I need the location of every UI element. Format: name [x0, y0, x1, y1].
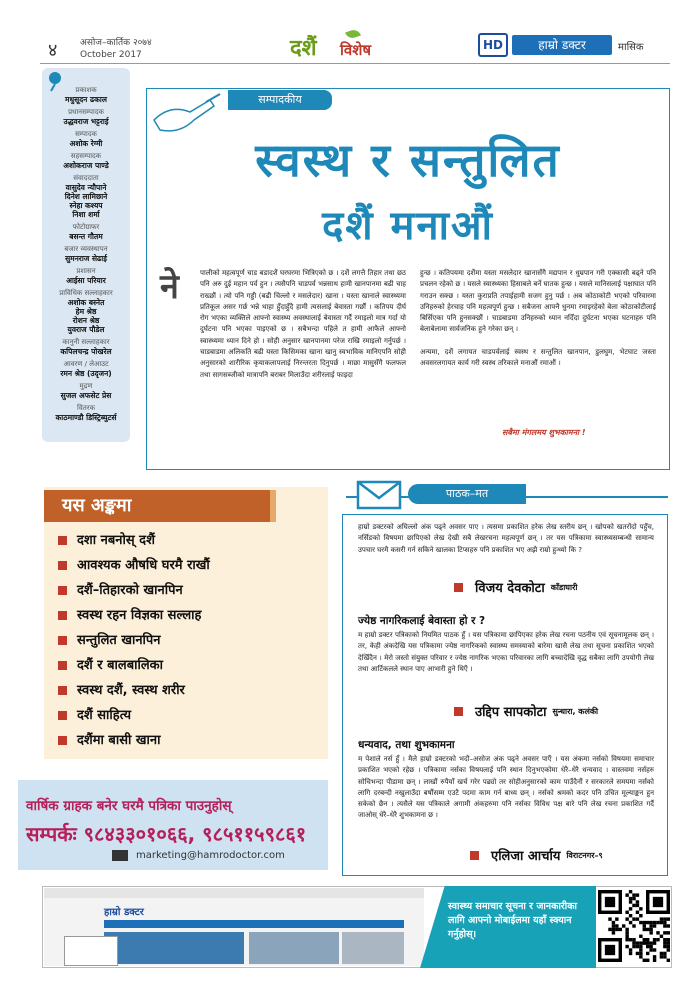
brand-logo: HD — [478, 33, 508, 57]
contents-item — [58, 553, 318, 578]
staff-role: प्राविधिक सल्लाहकार — [59, 289, 113, 297]
editorial-column-1: पालीको महत्वपूर्ण चाड बडादशैं घरघरमा भित्रिएको छ । दशैं लगत्तै तिहार तथा छठ पनि अरु दुई महान पर्व हुन । त्यसैपनि चाडपर्व भन्नसाथ हामी खानपानमा बढी चाह राख्छौं । त्यो पनि गड्डी (बढी चिल्लो र मसलेदार) खाना । यस्ता खानाले स्वास्थ्यमा प्रतिकूल असर गर्छ भन्ने थाहा हुँदाहुँदै हामी त्यसलाई बेवास्ता गर्छौं । कतिपय दीर्घ रोग भएका व्यक्तिले आफ्नो स्वास्थ्य अवस्थालाई बेवास्ता गर्दै रमाइलो मात्र गर्दा यो दुर्घटना पनि भएका पाइएको छ । सबैभन्दा पहिले त हामी आफैले आफ्नो स्वास्थ्यमा ध्यान दिने हो । सोही अनुसार खानपानमा परेज राखि रमाइलो गर्नुपर्छ । चाडबाडमा अलिकति बढी यस्ता किसिमका खाना खानु स्वभाविक मानिएपनि सोही अनुसारको शारीरिक कृयाकलापलाई निरन्तरता दिनुपर्छ । माछा मासुसँगै फलफल तथा सागसब्जीको मात्रापनि बराबर मिलाउँदा शरीरलाई फाइदा — [200, 269, 406, 379]
contents-item — [58, 528, 318, 553]
editorial-title-line1: स्वस्थ र सन्तुलित — [255, 133, 561, 187]
staff-name: काठमाण्डौ डिस्ट्रिब्युटर्स — [55, 413, 117, 422]
staff-role: संवाददाता — [73, 174, 99, 182]
staff-role: कानुनी सल्लाहकार — [62, 338, 110, 346]
letters-tab: पाठक–मत — [408, 484, 526, 504]
website-image — [249, 932, 339, 964]
contents-item-label: दशैं र बालबालिका — [77, 658, 164, 673]
signature-marker — [470, 851, 479, 860]
header-divider — [40, 63, 670, 64]
subscription-email — [112, 850, 285, 861]
issue-date-english: October 2017 — [80, 50, 142, 60]
website-logo: हाम्रो डक्टर — [104, 907, 144, 918]
dashain-word: दशैं — [290, 36, 317, 61]
bishesh-word: विशेष — [340, 41, 372, 59]
website-screenshot — [44, 888, 424, 966]
contents-item — [58, 628, 318, 653]
letter-1-place: काँडाघारी — [550, 582, 578, 592]
contents-item-label: दशैं–तिहारको खानपिन — [77, 583, 183, 598]
issue-date-nepali: असोज–कार्तिक २०७४ — [80, 38, 152, 48]
page-number: ४ — [48, 40, 58, 61]
pin-icon — [46, 70, 68, 92]
letter-3-author: एलिजा आर्चाय — [491, 849, 561, 864]
staff-name: युवराज पौडेल — [67, 325, 105, 334]
contents-item-label: आवश्यक औषधि घरमै राखौं — [77, 558, 210, 573]
qr-code-icon[interactable] — [598, 890, 670, 962]
staff-role: प्रधानसम्पादक — [68, 108, 104, 116]
staff-name: सुमनराज सेढाई — [65, 254, 107, 263]
editorial-tab: सम्पादकीय — [228, 90, 332, 110]
envelope-icon — [356, 480, 402, 510]
contents-item-label: स्वस्थ रहन विज्ञका सल्लाह — [77, 608, 202, 623]
editorial-title-line2: दशैं मनाऔं — [322, 203, 494, 249]
staff-name: बसन्त गौतम — [69, 232, 103, 241]
brand-masthead — [478, 33, 668, 57]
browser-bar — [44, 888, 424, 898]
staff-role: प्रशासन — [76, 267, 96, 275]
browser-popup — [64, 936, 118, 966]
website-image — [104, 932, 244, 964]
signature-marker — [454, 583, 463, 592]
staff-name: अशोक बस्नेत — [67, 298, 105, 307]
contents-item-label: दशैं साहित्य — [77, 708, 132, 723]
letter-2-body: म हाम्रो डक्टर पत्रिकाको नियमित पाठक हुँ । यस पत्रिकामा छापिएका हरेक लेख रचना पठनीय एवं सूचनामूलक छन् । तर, केही अंकदेखि यस पत्रिकामा ज्येष्ठ नागरिकको स्वास्थ्य समस्याको बारेमा खासै लेख तथा सूचना प्रकाशित भएको देखिँदैन । मेरो जस्तो संयुक्त परिवार र ज्येष्ठ नागरिक भएका परिवारका लागि बच्चादेखि वृद्ध सबैका लागि उपयोगी लेख तथा आर्टिकलले स्थान पाए आभारी हुने थिएँ । — [358, 631, 654, 673]
staff-name: रोशन श्रेष्ठ — [72, 316, 100, 325]
letter-3-place: विराटनगर–९ — [566, 850, 603, 860]
staff-name: सुजल अफसेट प्रेस — [60, 391, 112, 400]
bullet-icon — [58, 711, 67, 720]
staff-name: स्नेहा कश्यप — [69, 201, 103, 210]
staff-name: अशोक रेग्मी — [69, 139, 103, 148]
contents-item — [58, 703, 318, 728]
staff-role: वितरक — [77, 404, 95, 412]
letter-2-signature — [454, 702, 598, 720]
signature-marker — [454, 707, 463, 716]
contents-list — [58, 528, 318, 753]
website-nav — [104, 920, 404, 928]
brand-name: हाम्रो डक्टर — [512, 35, 612, 55]
staff-role: आवरण / लेआउट — [63, 360, 109, 368]
contents-item — [58, 653, 318, 678]
envelope-icon — [112, 850, 128, 861]
contents-heading: यस अङ्कमा — [44, 490, 270, 522]
letter-3-signature — [470, 846, 603, 864]
staff-name: अशोकराज पाण्डे — [63, 161, 109, 170]
bullet-icon — [58, 611, 67, 620]
contents-item-label: स्वस्थ दशैं, स्वस्थ शरीर — [77, 683, 185, 698]
staff-name: उद्धवराज भट्टराई — [63, 117, 109, 126]
subscription-offer: वार्षिक ग्राहक बनेर घरमै पत्रिका पाउनुहोस् — [26, 798, 232, 814]
staff-role: बजार व्यवस्थापन — [64, 245, 108, 253]
contents-item — [58, 578, 318, 603]
bullet-icon — [58, 686, 67, 695]
editorial-column-2: हुन्छ । कतिपयमा दशैंमा यस्ता मसलेदार खानासँगै मद्यपान र धुम्रपान गरी एक्कासी बढ्ने पनि प्रचलन रहेको छ । यसले स्वास्थ्यका हिसाबले बर्ने घातक हुन्छ । यसले मानिसलाई पक्षाघात पनि गराउन सक्छ । यस्ता कुराप्रति तपाईहामी सजग हुनु पर्छ । अब कोठाकोटी भएको परिवारमा उनिहरुको हेरचाह पनि महत्वपूर्ण हुन्छ । सबैजना आफ्नै धुनमा रमाइरहेको बेला कोठाकोटीलाई बिर्सिएका पनि हुनसक्छौं । चाडबाडमा उनिहरुको ध्यान नदिँदा दुर्घटना भएका घटनाहरु पनि बेलाबेलामा सार्वजनिक हुने गरेका छन् । अन्यमा, दशैं लगायत चाडपर्वलाई स्वस्थ र सन्तुलित खानपान, डुलघुम, भेटघाट जस्ता अवसरलगायत कार्य गरी स्वस्थ तरिकाले मनाऔं रमाऔं । — [420, 269, 656, 368]
staff-name: हेम श्रेष्ठ — [75, 307, 97, 316]
letter-1-author: विजय देवकोटा — [475, 581, 545, 596]
bullet-icon — [58, 661, 67, 670]
subscription-email-text: marketing@hamrodoctor.com — [136, 850, 285, 861]
bullet-icon — [58, 586, 67, 595]
staff-credits — [42, 68, 130, 442]
letter-1-body: हाम्रो डक्टरको अघिल्लो अंक पढ्ने अवसर पाए । त्यसमा प्रकाशित हरेक लेख स्तरीय छन् । खोपको खतरोंदो पहुँच, नर्सिङको विषयमा छापिएको लेख देखी सबै लेखरचना महत्वपूर्ण छन् । तर यस पत्रिकामा स्वास्थ्यसम्बन्धी सामान्य उपचार घरमै कसरी गर्न सकिने खालका टिप्सहरु पनि प्रकाशित भए अझै राम्रो हुन्थ्यो कि ? — [358, 523, 654, 554]
letter-2-heading: ज्येष्ठ नागरिकलाई बेवास्ता हो र ? — [358, 615, 486, 627]
staff-role: सम्पादक — [75, 130, 97, 138]
staff-name: निशा शर्मा — [72, 210, 100, 219]
staff-name: दिनेश लामिछाने — [64, 192, 108, 201]
editorial-drop-cap: ने — [160, 267, 179, 307]
contents-item — [58, 603, 318, 628]
contents-item — [58, 728, 318, 753]
contents-item-label: दशा नबनोस् दशैं — [77, 533, 155, 548]
staff-role: मुद्रण — [79, 382, 93, 390]
staff-role: सहसम्पादक — [70, 152, 102, 160]
bullet-icon — [58, 636, 67, 645]
staff-role: फोटोग्राफर — [72, 223, 100, 231]
bullet-icon — [58, 736, 67, 745]
editorial-signoff: सबैमा मंगलमय शुभकामना ! — [502, 428, 586, 437]
bullet-icon — [58, 561, 67, 570]
staff-name: मधुसूदन ढकाल — [65, 95, 107, 104]
staff-name: कपिलचन्द्र पोखरेल — [60, 347, 112, 356]
leaf-icon — [345, 28, 361, 40]
letter-2-place: सुन्धारा, कलंकी — [552, 706, 599, 716]
staff-name: रमन श्रेष्ठ (उदृजन) — [60, 369, 112, 378]
subscription-phone: सम्पर्कः ९८४३३०१०६६, ९८५११५९८६१ — [26, 822, 307, 846]
contents-item — [58, 678, 318, 703]
brand-frequency: मासिक — [618, 42, 644, 53]
staff-name: आईसा परियार — [66, 276, 106, 285]
issue-date — [80, 37, 152, 61]
staff-role: प्रकाशक — [75, 86, 97, 94]
dashain-special-logo — [276, 28, 406, 68]
bullet-icon — [58, 536, 67, 545]
staff-name: वासुदेव न्यौपाने — [65, 183, 107, 192]
advert-tagline: स्वास्थ्य समाचार सूचना र जानकारीका लागि आफ्नो मोबाईलमा यहाँ स्क्यान गर्नुहोस्। — [448, 901, 578, 940]
website-image — [342, 932, 404, 964]
letter-2-author: उद्दिप सापकोटा — [475, 705, 547, 720]
letter-3-heading: धन्यवाद, तथा शुभकामना — [358, 739, 455, 751]
letter-1-signature — [454, 578, 577, 596]
contents-item-label: सन्तुलित खानपिन — [77, 633, 161, 648]
letter-3-body: म पेशाले नर्स हुँ । मैले हाम्रो डक्टरको भदौ–असोज अंक पढ्ने अवसर पाएँ । यस अंकमा नर्सको विषयमा समाचार प्रकाशित भएको रहेछ । पत्रिकामा नर्सका विषयलाई पनि स्थान दिनुभएकोमा धेरै–धेरै धन्यवाद । वास्तवमा नर्सहरु सोचिभन्दा पीडामा छन् । लाखौं रुपैयाँ खर्च गरेर पढ्यो तर सोहीअनुसारको काम पाउँदैनौं र सरकारले समयमा नर्सको लागि दरबन्दी नखुलाउँदा बर्षौसम्म एउटै पदमा काम गर्न बाध्य छन् । नर्सको श्रमको कदर पनि उचित मूल्याङ्कन हुन सकेको छैन । त्यसैले यस पत्रिकाले अगामी अंकहरुमा पनि नर्सका विविध पक्ष बारे पनि लेख रचना प्रकाशित गर्दै जाओस् धेरै–धेरै शुभकामना छ । — [358, 755, 654, 820]
contents-item-label: दशैंमा बासी खाना — [77, 733, 161, 748]
